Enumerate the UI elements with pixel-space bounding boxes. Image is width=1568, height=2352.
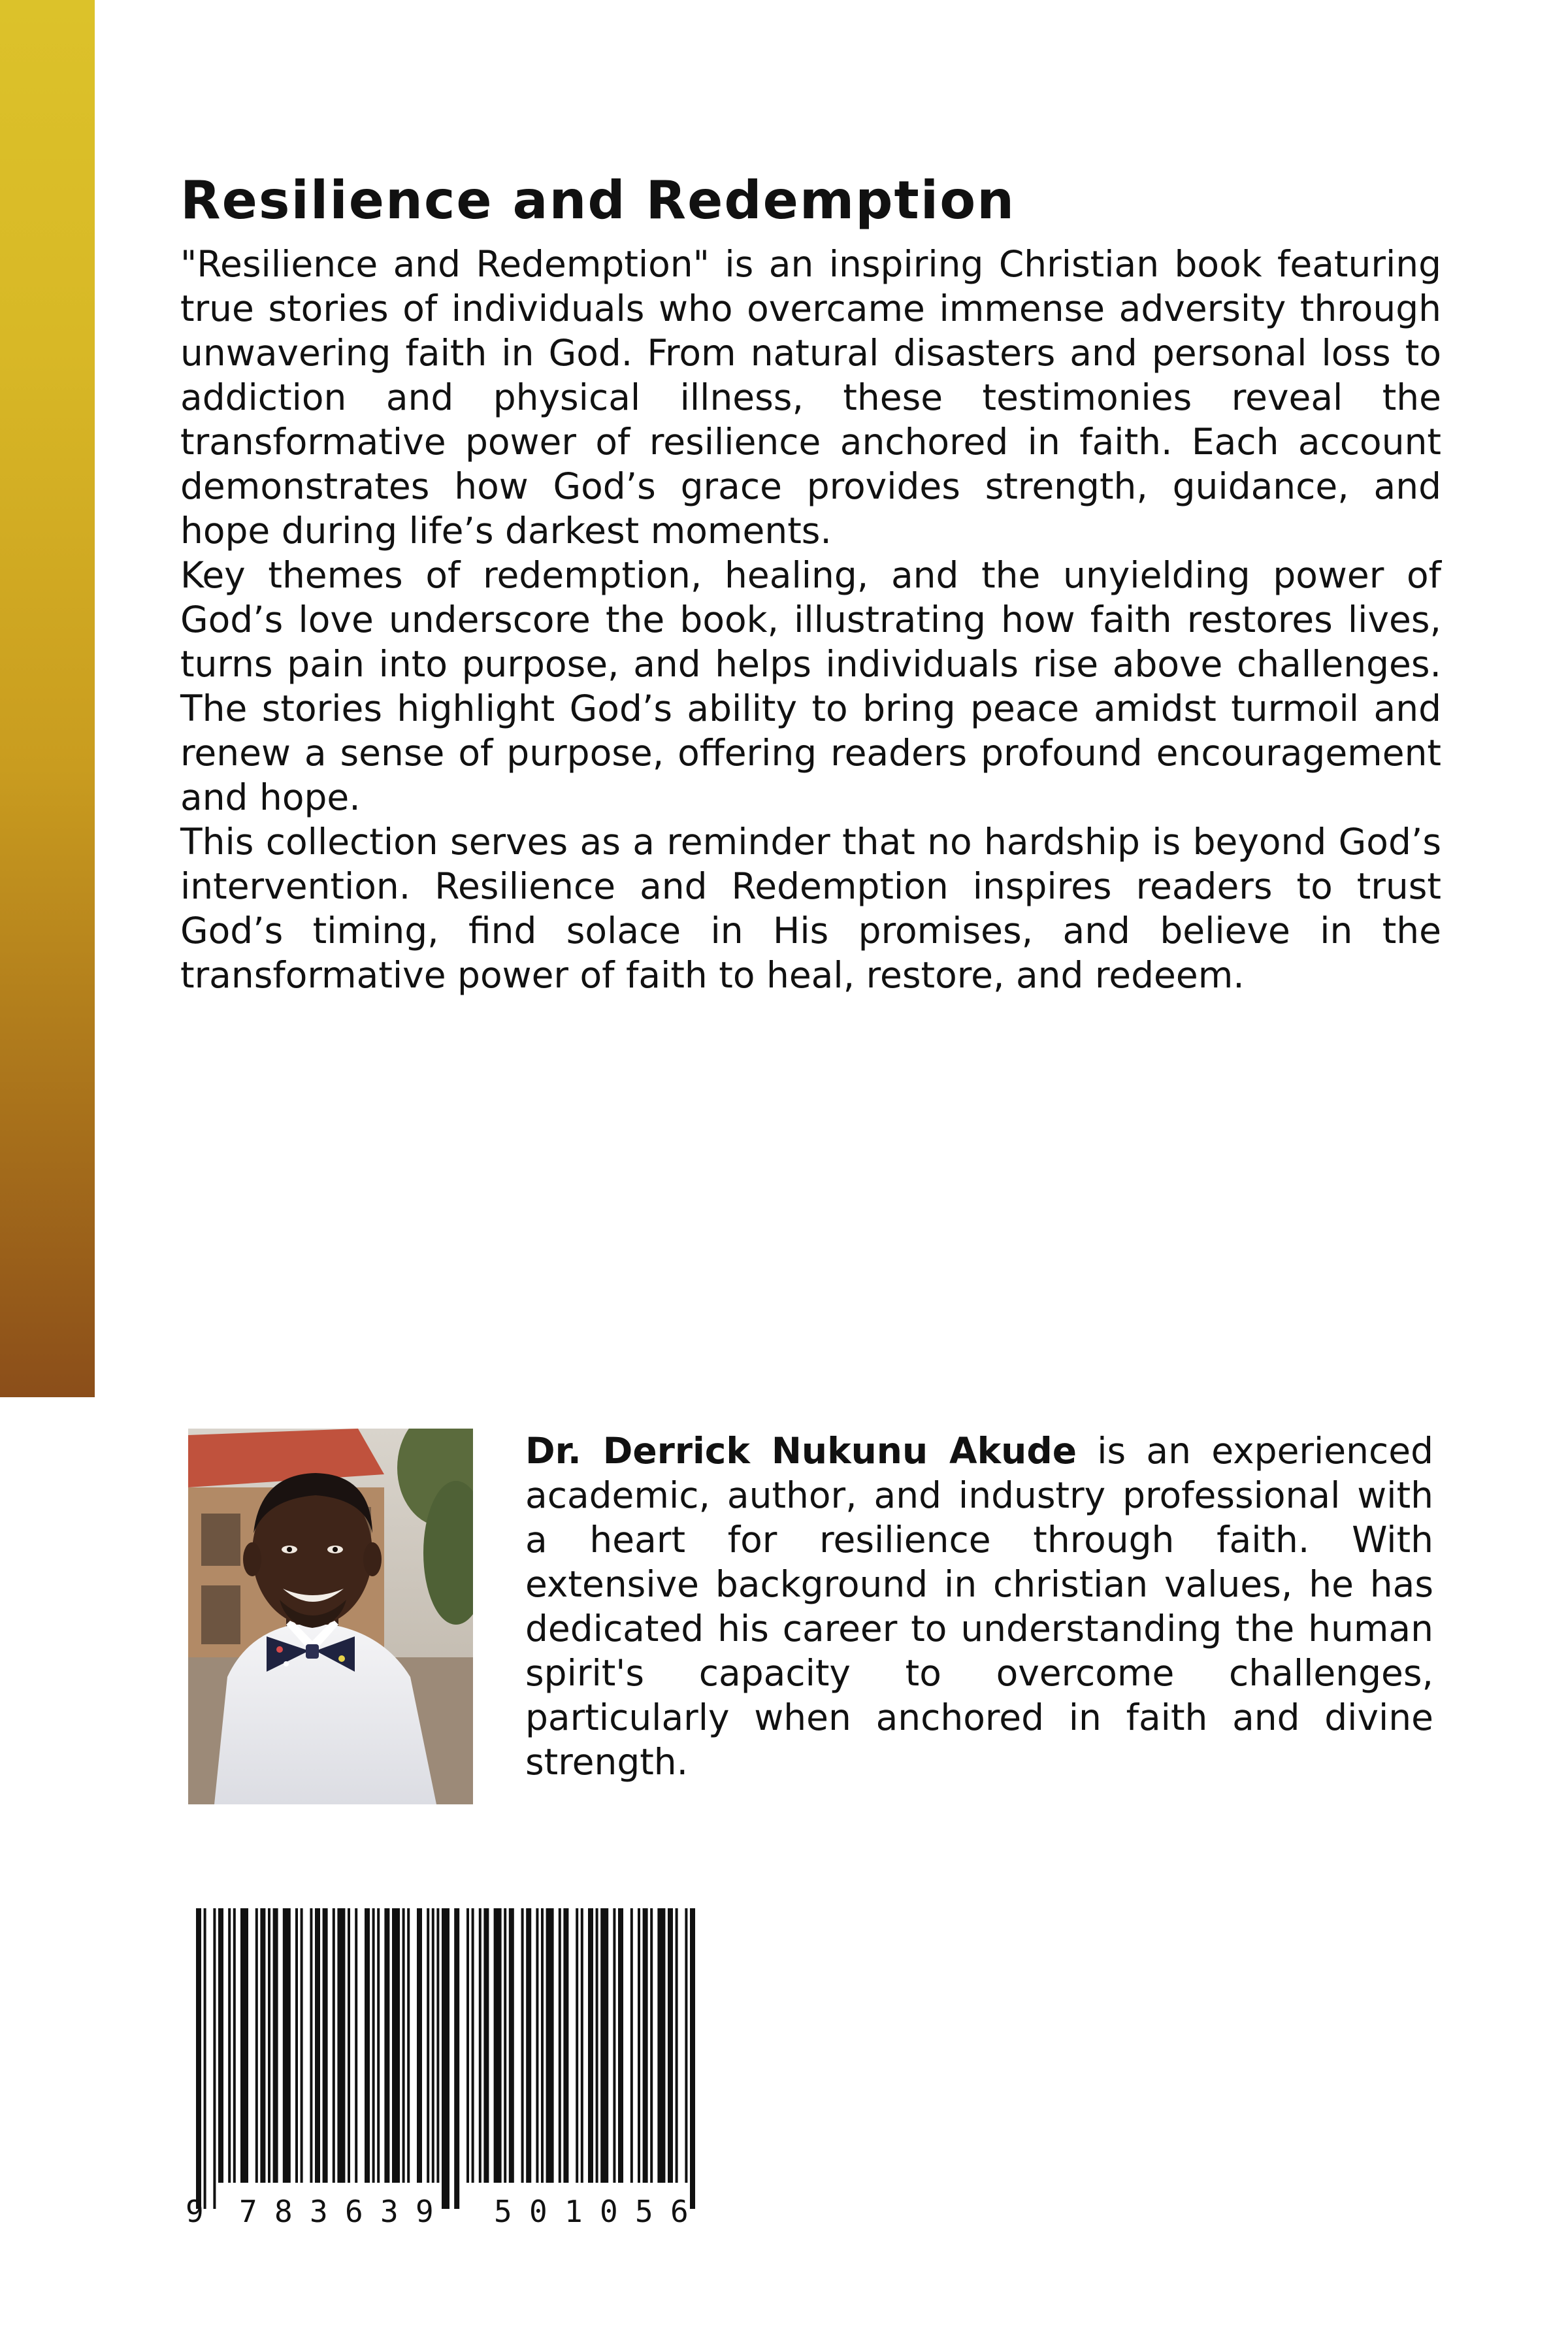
barcode-bar [526,1908,531,2183]
barcode-bar [432,1908,434,2183]
barcode-bar [521,1908,524,2183]
barcode-bar [685,1908,687,2183]
barcode-bar [668,1908,673,2183]
description-paragraph-1: "Resilience and Redemption" is an inspiring Christian book featuring true stories of individuals who overcame immense adversity through unwavering faith in God. From natural disasters and personal loss to addiction and physical illness, these testimonies reveal the transformative power of resilience anchored in faith. Each account demonstrates how God’s grace provides strength, guidance, and hope during life’s darkest moments. [180,243,1441,552]
barcode-digit: 0 [529,2194,547,2228]
barcode-icon [176,1908,725,2228]
barcode-bar [377,1908,380,2183]
barcode-bar [442,1908,449,2209]
barcode-bar [268,1908,270,2183]
barcode-bar [255,1908,258,2183]
author-photo [188,1429,473,1804]
barcode-bar [504,1908,506,2183]
barcode-bar [315,1908,320,2183]
barcode-bar [559,1908,561,2183]
barcode-bar [576,1908,578,2183]
barcode-bar [301,1908,303,2183]
barcode-bar [233,1908,236,2183]
barcode-bar [273,1908,278,2183]
barcode-digit: 8 [274,2194,293,2228]
barcode-bar [509,1908,514,2183]
barcode-bar [546,1908,554,2183]
barcode-bar [427,1908,429,2183]
spine-color-strip [0,0,95,1397]
barcode-bar [260,1908,265,2183]
barcode-bar [600,1908,608,2183]
barcode-bar [337,1908,345,2183]
barcode-bar [348,1908,350,2183]
barcode-digit: 7 [239,2194,257,2228]
author-name: Dr. Derrick Nukunu Akude [525,1430,1077,1472]
barcode-bar [618,1908,623,2183]
barcode-digit: 0 [600,2194,618,2228]
barcode-bar [333,1908,335,2183]
barcode-bar [310,1908,312,2183]
barcode-digit: 9 [416,2194,434,2228]
barcode-bar [384,1908,389,2183]
barcode-bar [295,1908,298,2183]
barcode-bar [454,1908,459,2209]
barcode-bar [494,1908,502,2183]
barcode-bar [563,1908,568,2183]
barcode-bar [436,1908,439,2183]
book-title: Resilience and Redemption [180,170,1016,231]
barcode-bar [365,1908,370,2183]
barcode-bar [240,1908,248,2183]
barcode-bar [218,1908,223,2183]
barcode-bar [541,1908,544,2183]
barcode-bar [657,1908,665,2183]
barcode-bar [392,1908,400,2183]
barcode-digit: 3 [380,2194,399,2228]
barcode-bar [479,1908,482,2183]
barcode-bar [213,1908,216,2209]
barcode-digit: 5 [635,2194,653,2228]
barcode-bar [355,1908,357,2183]
barcode-bar [283,1908,291,2183]
isbn-barcode [176,1908,725,2228]
barcode-bar [581,1908,583,2183]
barcode-digit: 1 [564,2194,583,2228]
barcode-bar [228,1908,231,2183]
barcode-bar [466,1908,469,2183]
book-description [180,242,1441,997]
barcode-bar [690,1908,695,2209]
barcode-digit: 6 [670,2194,689,2228]
barcode-bar [196,1908,201,2209]
barcode-bar [472,1908,474,2183]
barcode-bar [650,1908,653,2183]
barcode-bar [638,1908,640,2183]
barcode-bar [676,1908,678,2183]
barcode-bar [204,1908,206,2209]
barcode-digit: 6 [345,2194,363,2228]
barcode-digit: 9 [186,2194,204,2228]
barcode-bar [596,1908,598,2183]
author-bio-text: is an experienced academic, author, and industry professional with a heart for resilience through faith. With extensive background in christian values, he has dedicated his career to understanding the human spirit's capacity to overcome challenges, particularly when anchored in faith and divine strength. [525,1430,1433,1783]
barcode-bar [643,1908,648,2183]
description-paragraph-2: Key themes of redemption, healing, and the unyielding power of God’s love underscore the book, illustrating how faith restores lives, turns pain into purpose, and helps individuals rise above challenges. The stories highlight God’s ability to bring peace amidst turmoil and renew a sense of purpose, offering readers profound encouragement and hope. [180,554,1441,818]
barcode-bar [417,1908,422,2183]
barcode-bar [613,1908,615,2183]
barcode-bar [323,1908,328,2183]
barcode-digit: 5 [494,2194,512,2228]
barcode-bar [630,1908,633,2183]
barcode-bar [588,1908,593,2183]
barcode-bar [483,1908,489,2183]
barcode-bar [407,1908,410,2183]
author-bio [525,1429,1433,1784]
author-portrait-icon [188,1429,473,1804]
barcode-bar [402,1908,405,2183]
barcode-digit: 3 [310,2194,328,2228]
barcode-bar [536,1908,538,2183]
description-paragraph-3: This collection serves as a reminder that no hardship is beyond God’s intervention. Resilience and Redemption inspires readers to trust God’s timing, find solace in His promises, and believe in the transformative power of faith to heal, restore, and redeem. [180,821,1441,996]
barcode-bar [372,1908,375,2183]
